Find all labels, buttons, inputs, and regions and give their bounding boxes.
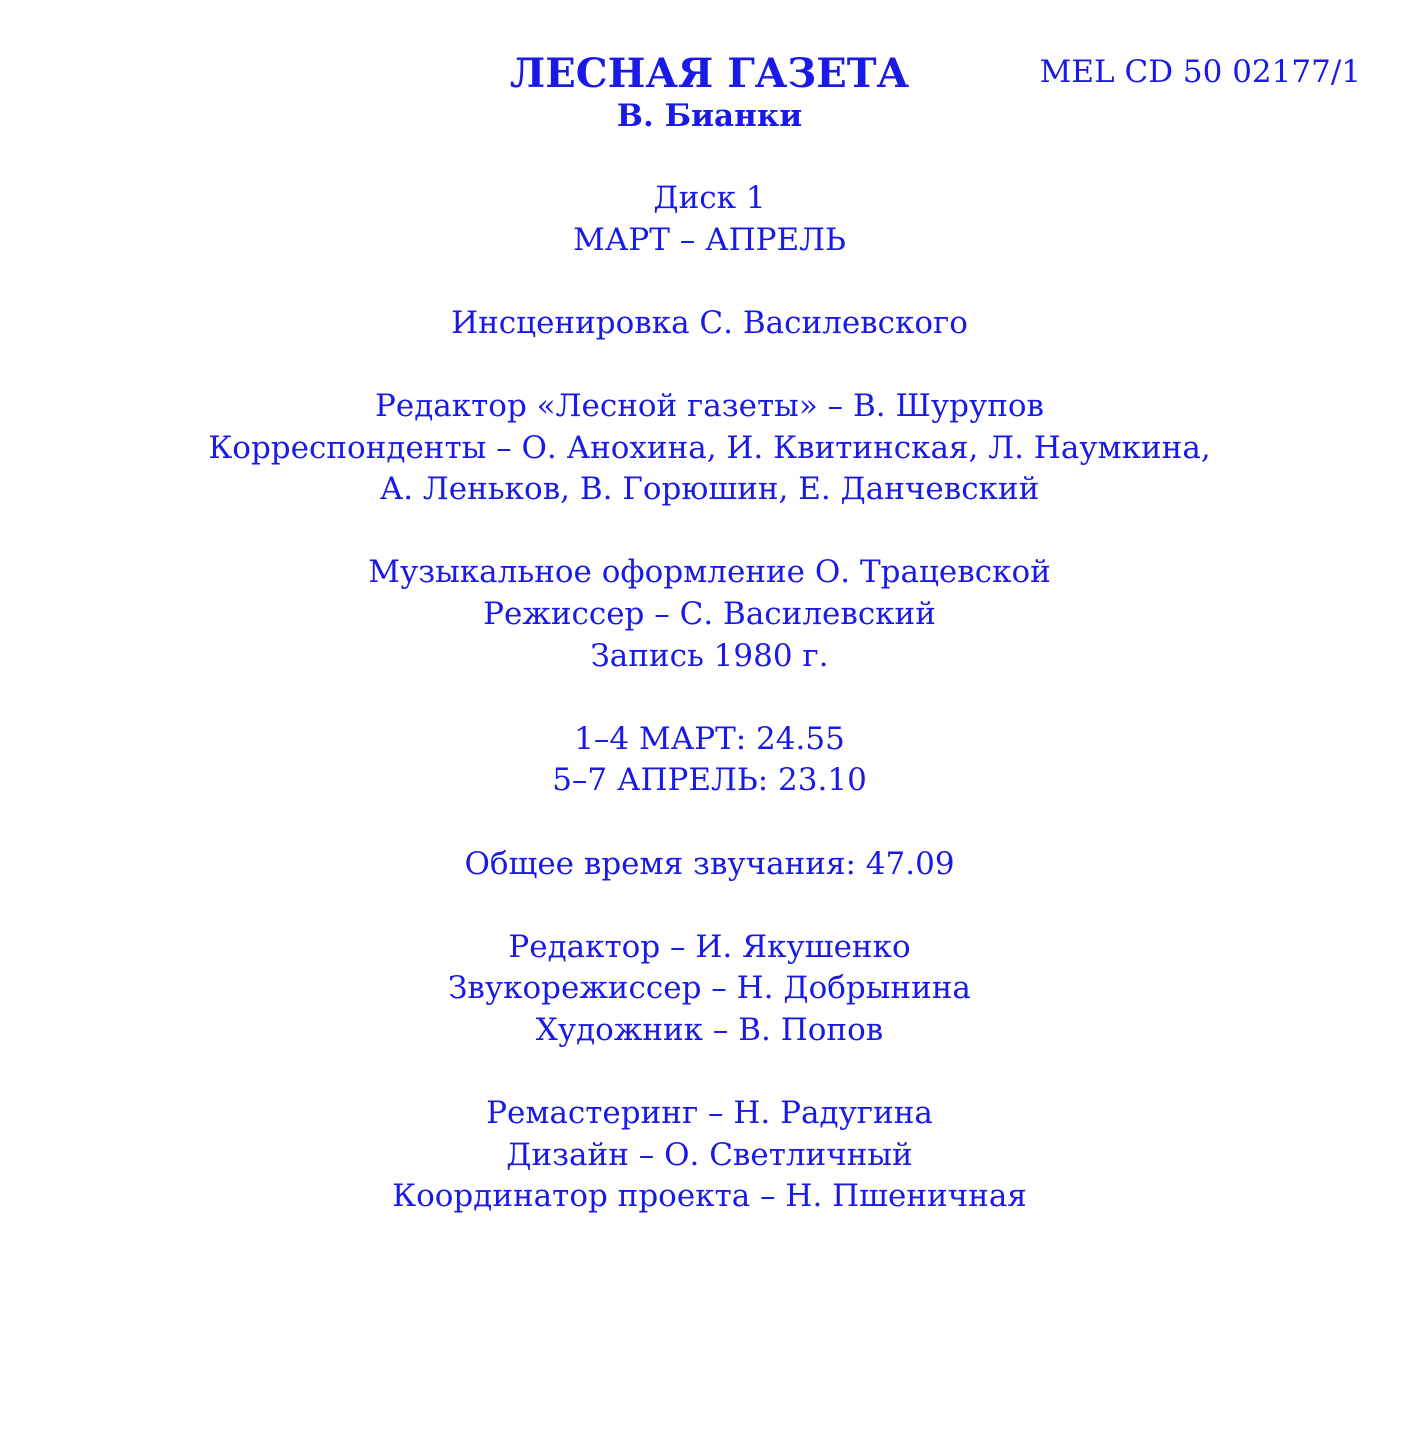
catalog-number: MEL CD 50 02177/1: [1039, 54, 1361, 90]
cast-line: Редактор «Лесной газеты» – В. Шурупов: [375, 387, 1044, 424]
total-time: Общее время звучания: 47.09: [464, 845, 955, 882]
disc-label: Диск 1: [653, 180, 766, 216]
booklet-text: [0, 52, 1419, 1218]
production-line: Запись 1980 г.: [590, 637, 829, 674]
album-author: В. Бианки: [616, 98, 803, 134]
credit-line: Редактор – И. Якушенко: [508, 928, 911, 965]
remaster-credit-line: Координатор проекта – Н. Пшеничная: [392, 1178, 1027, 1215]
credit-line: Художник – В. Попов: [535, 1011, 884, 1048]
album-title: ЛЕСНАЯ ГАЗЕТА: [509, 50, 910, 97]
track-line: 5–7 АПРЕЛЬ: 23.10: [552, 762, 867, 799]
remaster-credit-line: Ремастеринг – Н. Радугина: [486, 1095, 933, 1132]
track-line: 1–4 МАРТ: 24.55: [574, 720, 845, 757]
cast-line: А. Леньков, В. Горюшин, Е. Данчевский: [379, 471, 1040, 508]
cast-line: Корреспонденты – О. Анохина, И. Квитинская, Л. Наумкина,: [208, 429, 1211, 466]
production-line: Музыкальное оформление О. Трацевской: [368, 554, 1051, 591]
staging-credit: Инсценировка С. Василевского: [451, 304, 968, 341]
production-line: Режиссер – С. Василевский: [483, 595, 936, 632]
credit-line: Звукорежиссер – Н. Добрынина: [448, 970, 971, 1007]
disc-subtitle: МАРТ – АПРЕЛЬ: [573, 221, 846, 258]
remaster-credit-line: Дизайн – О. Светличный: [506, 1136, 913, 1173]
